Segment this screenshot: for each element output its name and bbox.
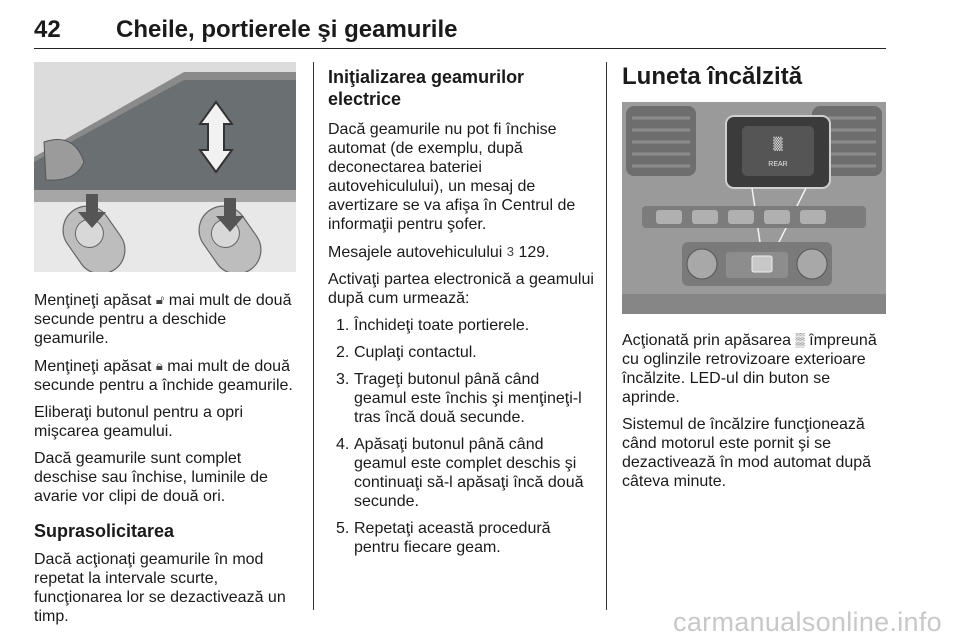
paragraph-activate-electronics: Activaţi partea electronică a geamului după cum urmează: [328, 271, 594, 307]
list-item: 1. Închideţi toate portierele. [336, 317, 530, 334]
column-left [34, 62, 296, 634]
window-key-drawing [34, 62, 296, 272]
list-item: 5. Repetaţi această procedură pentru fiecare geam. [336, 520, 551, 556]
paragraph-hazard-lights: Dacă geamurile sunt complet deschise sau închise, luminile de avarie vor clipi de două ori. [34, 450, 268, 505]
list-item: 4. Apăsaţi butonul până când geamul este complet deschis şi continuaţi să-l apăsaţi încă două secunde. [336, 436, 584, 510]
column-divider-2 [606, 62, 607, 610]
init-steps-list [328, 316, 596, 557]
dashboard-illustration [622, 102, 886, 314]
paragraph-release-button: Eliberaţi butonul pentru a opri mişcarea geamului. [34, 404, 244, 440]
lock-key-icon: 🔒︎ [155, 358, 163, 373]
heading-window-initialization: Iniţializarea geamurilor electrice [328, 67, 525, 109]
unlock-key-icon: 🔓︎ [155, 292, 165, 307]
paragraph-heated-rear-window-operation: Acţionată prin apăsarea ▒ împreună cu oglinzile retrovizoare exterioare încălzite. LED-ul din buton se aprinde. [622, 332, 877, 406]
paragraph-overload: Dacă acţionaţi geamurile în mod repetat la intervale scurte, funcţionarea lor se dezactivează un timp. [34, 551, 286, 625]
heading-heated-rear-window: Luneta încălzită [622, 63, 803, 90]
svg-text:REAR: REAR [768, 161, 788, 168]
column-divider-1 [313, 62, 314, 610]
column-middle [328, 66, 596, 565]
page-header [34, 10, 886, 49]
dashboard-drawing [622, 102, 886, 314]
watermark: carmanualsonline.info [673, 607, 942, 637]
paragraph-vehicle-messages: Mesajele autovehiculului 3 129. [328, 244, 550, 261]
list-item: 2. Cuplaţi contactul. [336, 344, 477, 361]
column-right [622, 62, 886, 499]
page-reference-icon: 3 [506, 244, 515, 259]
chapter-title: Cheile, portierele şi geamurile [116, 16, 458, 43]
paragraph-open-windows: Menţineţi apăsat 🔓︎ mai mult de două secunde pentru a deschide geamurile. [34, 292, 292, 347]
paragraph-init-warning: Dacă geamurile nu pot fi închise automat (de exemplu, după deconectarea bateriei autovehiculului), un mesaj de avertizare se va afişa în Centrul de informaţii pentru şofer. [328, 121, 576, 233]
rear-defrost-icon: ▒ [795, 332, 805, 347]
svg-text:▒: ▒ [773, 137, 783, 151]
heading-suprasolicitarea: Suprasolicitarea [34, 521, 175, 541]
window-key-illustration [34, 62, 296, 272]
list-item: 3. Trageţi butonul până când geamul este închis şi menţineţi-l tras încă două secunde. [336, 371, 582, 426]
paragraph-close-windows: Menţineţi apăsat 🔒︎ mai mult de două secunde pentru a închide geamurile. [34, 358, 293, 394]
paragraph-heating-system: Sistemul de încălzire funcţionează când motorul este pornit şi se dezactivează în mod automat după câteva minute. [622, 416, 872, 490]
page-number: 42 [34, 16, 61, 43]
